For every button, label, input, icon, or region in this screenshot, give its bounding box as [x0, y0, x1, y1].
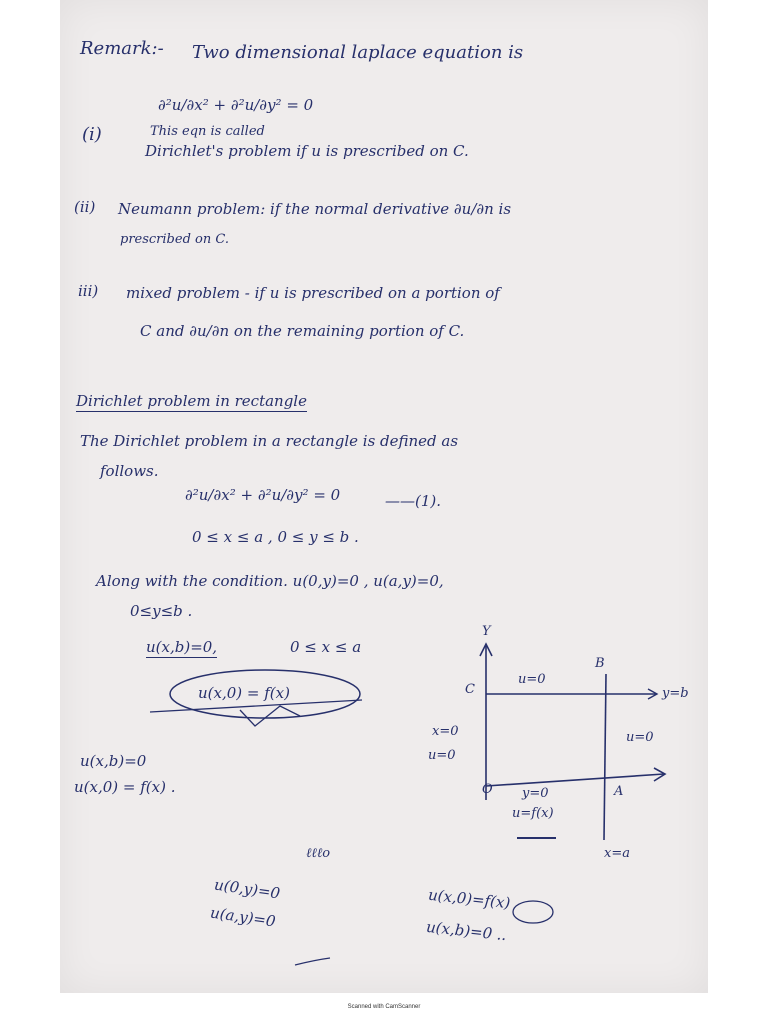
- bottom-stroke: [295, 958, 330, 965]
- label-top-bc: u=0: [518, 672, 546, 687]
- section-heading: Dirichlet problem in rectangle: [76, 392, 307, 410]
- label-y-axis: Y: [482, 624, 491, 639]
- label-left-u0: u=0: [428, 748, 456, 763]
- note-bottom-condition: u(x,0) = f(x) .: [74, 778, 176, 796]
- scanner-footer: Scanned with CamScanner: [347, 1004, 421, 1010]
- bottom-doodle: ℓℓℓo: [306, 846, 331, 861]
- label-corner-c: C: [465, 682, 475, 697]
- remark-text: Two dimensional laplace equation is: [192, 42, 524, 63]
- note-top-condition: u(x,b)=0: [80, 752, 147, 770]
- section-eq-ref: ——(1).: [385, 492, 442, 510]
- line-x-eq-a: [604, 674, 606, 840]
- section-line2: follows.: [100, 462, 159, 480]
- item2-line1: Neumann problem: if the normal derivative ∂u/∂n is: [118, 200, 512, 218]
- label-left-x0: x=0: [432, 724, 459, 739]
- item3-line2: C and ∂u/∂n on the remaining portion of C.: [140, 322, 465, 340]
- label-corner-o: O: [482, 782, 493, 797]
- item2-label: (ii): [74, 198, 96, 216]
- label-corner-b: B: [595, 656, 605, 671]
- item2-line2: prescribed on C.: [120, 232, 229, 247]
- label-x-eq-a: x=a: [604, 846, 630, 861]
- highlight-ellipse: [170, 670, 360, 718]
- item1-line2: Dirichlet's problem if u is prescribed on C.: [145, 142, 469, 160]
- condition-top: u(x,b)=0,: [146, 638, 218, 656]
- label-bottom-y0: y=0: [522, 786, 549, 801]
- section-equation: ∂²u/∂x² + ∂²u/∂y² = 0: [185, 486, 341, 504]
- bottom-right-line1: u(x,0)=f(x): [427, 885, 512, 913]
- bottom-left-line1: u(0,y)=0: [213, 875, 282, 903]
- item1-equation: ∂²u/∂x² + ∂²u/∂y² = 0: [158, 96, 314, 114]
- label-y-eq-b: y=b: [662, 686, 689, 701]
- fx-circle: [513, 901, 553, 923]
- conditions-line2: 0≤y≤b .: [130, 602, 193, 620]
- item1-line1: This eqn is called: [150, 124, 265, 139]
- scribble-tick: [240, 706, 300, 726]
- label-right-u0: u=0: [626, 730, 654, 745]
- label-corner-a: A: [614, 784, 624, 799]
- label-bottom-f: u=f(x): [512, 806, 554, 821]
- section-line1: The Dirichlet problem in a rectangle is defined as: [80, 432, 459, 450]
- bottom-right-line2: u(x,b)=0 ..: [425, 917, 508, 945]
- conditions-line1: Along with the condition. u(0,y)=0 , u(a,y)=0,: [96, 572, 444, 590]
- item1-label: (i): [82, 124, 102, 145]
- bottom-left-line2: u(a,y)=0: [209, 903, 277, 931]
- item3-line1: mixed problem - if u is prescribed on a portion of: [126, 284, 500, 302]
- item3-label: iii): [78, 282, 99, 300]
- x-axis: [486, 774, 664, 786]
- remark-title: Remark:-: [80, 38, 164, 59]
- condition-bottom: u(x,0) = f(x): [198, 684, 290, 702]
- condition-top-range: 0 ≤ x ≤ a: [290, 638, 362, 656]
- section-domain: 0 ≤ x ≤ a , 0 ≤ y ≤ b .: [192, 528, 359, 546]
